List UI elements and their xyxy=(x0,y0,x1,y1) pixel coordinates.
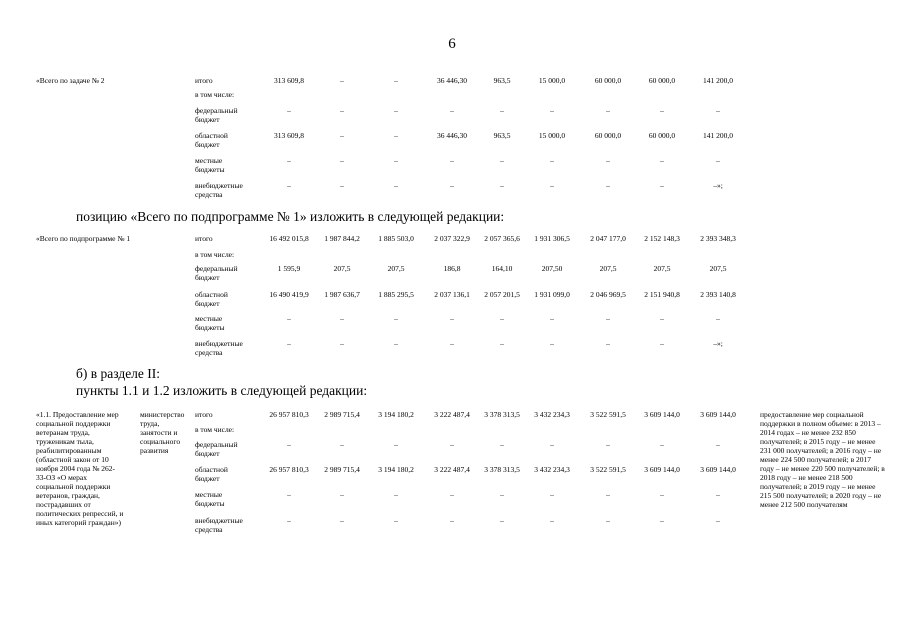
table2-cell: 1 987 636,7 xyxy=(324,290,360,299)
heading-3: пункты 1.1 и 1.2 изложить в следующей редакции: xyxy=(76,383,368,398)
table1-cell: – xyxy=(394,181,398,190)
table2-cell: –»; xyxy=(713,339,723,348)
table1-row-label: в том числе: xyxy=(195,90,235,99)
table1-row-label: федеральный бюджет xyxy=(195,106,238,124)
table3-cell: – xyxy=(550,516,554,525)
table1-cell: – xyxy=(394,106,398,115)
table1-cell: 60 000,0 xyxy=(648,131,676,140)
table2-cell: 2 151 940,8 xyxy=(644,290,680,299)
table3-cell: – xyxy=(500,490,504,499)
table3-cell: 26 957 810,3 xyxy=(269,465,309,474)
table1-cell: 15 000,0 xyxy=(538,131,566,140)
table2-cell: – xyxy=(606,339,610,348)
table3-result: предоставление мер социальной поддержки в полном объеме: в 2013 – 2014 годах – не менее 232 850 получателей; в 2015 году – не менее 231 000 получателей; в 2016 году – не менее 224 500 получателей; в 2017 году – не менее 220 500 получателей; в 2018 году – не менее 218 500 получателей; в 2019 году – не менее 215 500 получателей; в 2020 году – не менее 212 500 получателям xyxy=(760,410,885,509)
table2-cell: – xyxy=(394,314,398,323)
table3-cell: – xyxy=(450,490,454,499)
table3-cell: 3 194 180,2 xyxy=(378,465,414,474)
table1-cell: – xyxy=(450,106,454,115)
table3-cell: – xyxy=(716,490,720,499)
table1-cell: – xyxy=(340,181,344,190)
table1-cell: – xyxy=(340,76,344,85)
heading-2: б) в разделе II: xyxy=(76,366,161,381)
table3-cell: 3 378 313,5 xyxy=(484,465,520,474)
table3-cell: – xyxy=(287,516,291,525)
table3-executor: министерство труда, занятости и социального развития xyxy=(140,410,185,455)
heading-1: позицию «Всего по подпрограмме № 1» изложить в следующей редакции: xyxy=(76,209,505,224)
table2-cell: – xyxy=(450,339,454,348)
table2-cell: – xyxy=(606,314,610,323)
table1-cell: 60 000,0 xyxy=(594,131,622,140)
table2-cell: – xyxy=(550,314,554,323)
table1-cell: – xyxy=(550,156,554,165)
table3-cell: – xyxy=(660,516,664,525)
table3-cell: 3 378 313,5 xyxy=(484,410,520,419)
table3-cell: – xyxy=(340,440,344,449)
table2-cell: 1 931 099,0 xyxy=(534,290,570,299)
table3-cell: 2 989 715,4 xyxy=(324,410,360,419)
table3-cell: 3 609 144,0 xyxy=(700,465,736,474)
table1-cell: – xyxy=(660,106,664,115)
table2-cell: 2 057 365,6 xyxy=(484,234,520,243)
table1-cell: – xyxy=(287,106,291,115)
table3-cell: 3 609 144,0 xyxy=(644,465,680,474)
table2-cell: 16 490 419,9 xyxy=(269,290,309,299)
table2-cell: – xyxy=(340,339,344,348)
table2-cell: 1 885 295,5 xyxy=(378,290,414,299)
table2-cell: – xyxy=(287,339,291,348)
table1-cell: – xyxy=(287,156,291,165)
table1-cell: 313 609,8 xyxy=(274,131,304,140)
table2-cell: – xyxy=(716,314,720,323)
table3-cell: 3 609 144,0 xyxy=(644,410,680,419)
table3-cell: – xyxy=(606,440,610,449)
table1-cell: – xyxy=(550,181,554,190)
table1-cell: – xyxy=(340,106,344,115)
table2-cell: 1 885 503,0 xyxy=(378,234,414,243)
table3-row-label: областной бюджет xyxy=(195,465,228,483)
table1-cell: 963,5 xyxy=(493,76,511,85)
table1-cell: – xyxy=(287,181,291,190)
table1-cell: –»; xyxy=(713,181,723,190)
table3-cell: – xyxy=(340,516,344,525)
table2-cell: 207,5 xyxy=(599,264,617,273)
table3-cell: 2 989 715,4 xyxy=(324,465,360,474)
table1-cell: – xyxy=(606,106,610,115)
table2-cell: 2 152 148,3 xyxy=(644,234,680,243)
table1-cell: – xyxy=(606,181,610,190)
table2-row-label: областной бюджет xyxy=(195,290,228,308)
table3-row-label: итого xyxy=(195,410,213,419)
table2-cell: 186,8 xyxy=(443,264,461,273)
table2-cell: – xyxy=(550,339,554,348)
table1-cell: – xyxy=(500,181,504,190)
table1-cell: 141 200,0 xyxy=(703,76,733,85)
table1-cell: 36 446,30 xyxy=(437,76,467,85)
table1-cell: – xyxy=(394,131,398,140)
table1-cell: 60 000,0 xyxy=(648,76,676,85)
table2-row-label: федеральный бюджет xyxy=(195,264,238,282)
table2-cell: 164,10 xyxy=(491,264,513,273)
table3-cell: 3 222 487,4 xyxy=(434,410,470,419)
table2-cell: – xyxy=(394,339,398,348)
table2-cell: 1 931 306,5 xyxy=(534,234,570,243)
table3-row-label: федеральный бюджет xyxy=(195,440,238,458)
table2-cell: – xyxy=(287,314,291,323)
table2-cell: 2 047 177,0 xyxy=(590,234,626,243)
table2-cell: 207,5 xyxy=(387,264,405,273)
table2-cell: 2 393 140,8 xyxy=(700,290,736,299)
table3-cell: 26 957 810,3 xyxy=(269,410,309,419)
table2-cell: 2 057 201,5 xyxy=(484,290,520,299)
table1-cell: – xyxy=(450,181,454,190)
table3-cell: – xyxy=(287,490,291,499)
table1-cell: 36 446,30 xyxy=(437,131,467,140)
table3-cell: – xyxy=(716,516,720,525)
table1-row-label: внебюджетные средства xyxy=(195,181,243,199)
table2-title: «Всего по подпрограмме № 1 xyxy=(36,234,131,243)
table2-cell: – xyxy=(340,314,344,323)
table1-row-label: областной бюджет xyxy=(195,131,228,149)
table2-cell: – xyxy=(500,339,504,348)
table2-cell: 2 046 969,5 xyxy=(590,290,626,299)
table2-cell: 207,5 xyxy=(709,264,727,273)
table3-row-label: внебюджетные средства xyxy=(195,516,243,534)
table1-title: «Всего по задаче № 2 xyxy=(36,76,105,85)
table2-cell: 207,50 xyxy=(541,264,563,273)
table3-cell: – xyxy=(394,516,398,525)
table3-cell: 3 432 234,3 xyxy=(534,410,570,419)
table2-cell: 2 393 348,3 xyxy=(700,234,736,243)
table1-cell: – xyxy=(716,106,720,115)
table1-row-label: местные бюджеты xyxy=(195,156,225,174)
table3-cell: 3 522 591,5 xyxy=(590,465,626,474)
table3-row-label: в том числе: xyxy=(195,425,235,434)
table2-cell: – xyxy=(660,314,664,323)
table2-cell: 207,5 xyxy=(653,264,671,273)
table2-row-label: итого xyxy=(195,234,213,243)
table2-cell: 207,5 xyxy=(333,264,351,273)
table3-cell: 3 432 234,3 xyxy=(534,465,570,474)
table2-cell: 2 037 322,9 xyxy=(434,234,470,243)
table3-cell: – xyxy=(550,440,554,449)
table1-cell: – xyxy=(660,156,664,165)
table2-cell: 2 037 136,1 xyxy=(434,290,470,299)
table3-cell: – xyxy=(606,490,610,499)
table1-cell: – xyxy=(500,156,504,165)
table2-row-label: в том числе: xyxy=(195,250,235,259)
table2-cell: 1 595,9 xyxy=(277,264,301,273)
table2-row-label: местные бюджеты xyxy=(195,314,225,332)
table3-cell: – xyxy=(450,516,454,525)
table2-cell: – xyxy=(660,339,664,348)
table1-cell: 313 609,8 xyxy=(274,76,304,85)
table1-cell: – xyxy=(660,181,664,190)
table1-cell: 963,5 xyxy=(493,131,511,140)
table3-row-label: местные бюджеты xyxy=(195,490,225,508)
table3-cell: – xyxy=(394,490,398,499)
table3-cell: 3 522 591,5 xyxy=(590,410,626,419)
table3-cell: – xyxy=(500,440,504,449)
table1-row-label: итого xyxy=(195,76,213,85)
table1-cell: – xyxy=(394,156,398,165)
table1-cell: 15 000,0 xyxy=(538,76,566,85)
table2-cell: 16 492 015,8 xyxy=(269,234,309,243)
table3-cell: – xyxy=(287,440,291,449)
table3-cell: – xyxy=(606,516,610,525)
table3-cell: – xyxy=(660,490,664,499)
table1-cell: – xyxy=(716,156,720,165)
table3-cell: 3 194 180,2 xyxy=(378,410,414,419)
page-number: 6 xyxy=(448,36,456,52)
table3-cell: – xyxy=(340,490,344,499)
table2-cell: – xyxy=(450,314,454,323)
table3-title: «1.1. Предоставление мер социальной поддержки ветеранам труда, труженикам тыла, реабилитированным (областной закон от 10 ноября 2004 года № 262-33-ОЗ «О мерах социальной поддержки ветеранов, граждан, пострадавших от политических репрессий, и иных категорий граждан») xyxy=(36,410,124,527)
table1-cell: – xyxy=(606,156,610,165)
table1-cell: 141 200,0 xyxy=(703,131,733,140)
table1-cell: – xyxy=(500,106,504,115)
table1-cell: – xyxy=(550,106,554,115)
table1-cell: 60 000,0 xyxy=(594,76,622,85)
table2-cell: – xyxy=(500,314,504,323)
table3-cell: – xyxy=(394,440,398,449)
table1-cell: – xyxy=(450,156,454,165)
table2-cell: 1 987 844,2 xyxy=(324,234,360,243)
table1-cell: – xyxy=(340,131,344,140)
table2-row-label: внебюджетные средства xyxy=(195,339,243,357)
table1-cell: – xyxy=(394,76,398,85)
table3-cell: – xyxy=(550,490,554,499)
table3-cell: 3 609 144,0 xyxy=(700,410,736,419)
table3-cell: – xyxy=(450,440,454,449)
table3-cell: 3 222 487,4 xyxy=(434,465,470,474)
table3-cell: – xyxy=(716,440,720,449)
table3-cell: – xyxy=(660,440,664,449)
table3-cell: – xyxy=(500,516,504,525)
table1-cell: – xyxy=(340,156,344,165)
